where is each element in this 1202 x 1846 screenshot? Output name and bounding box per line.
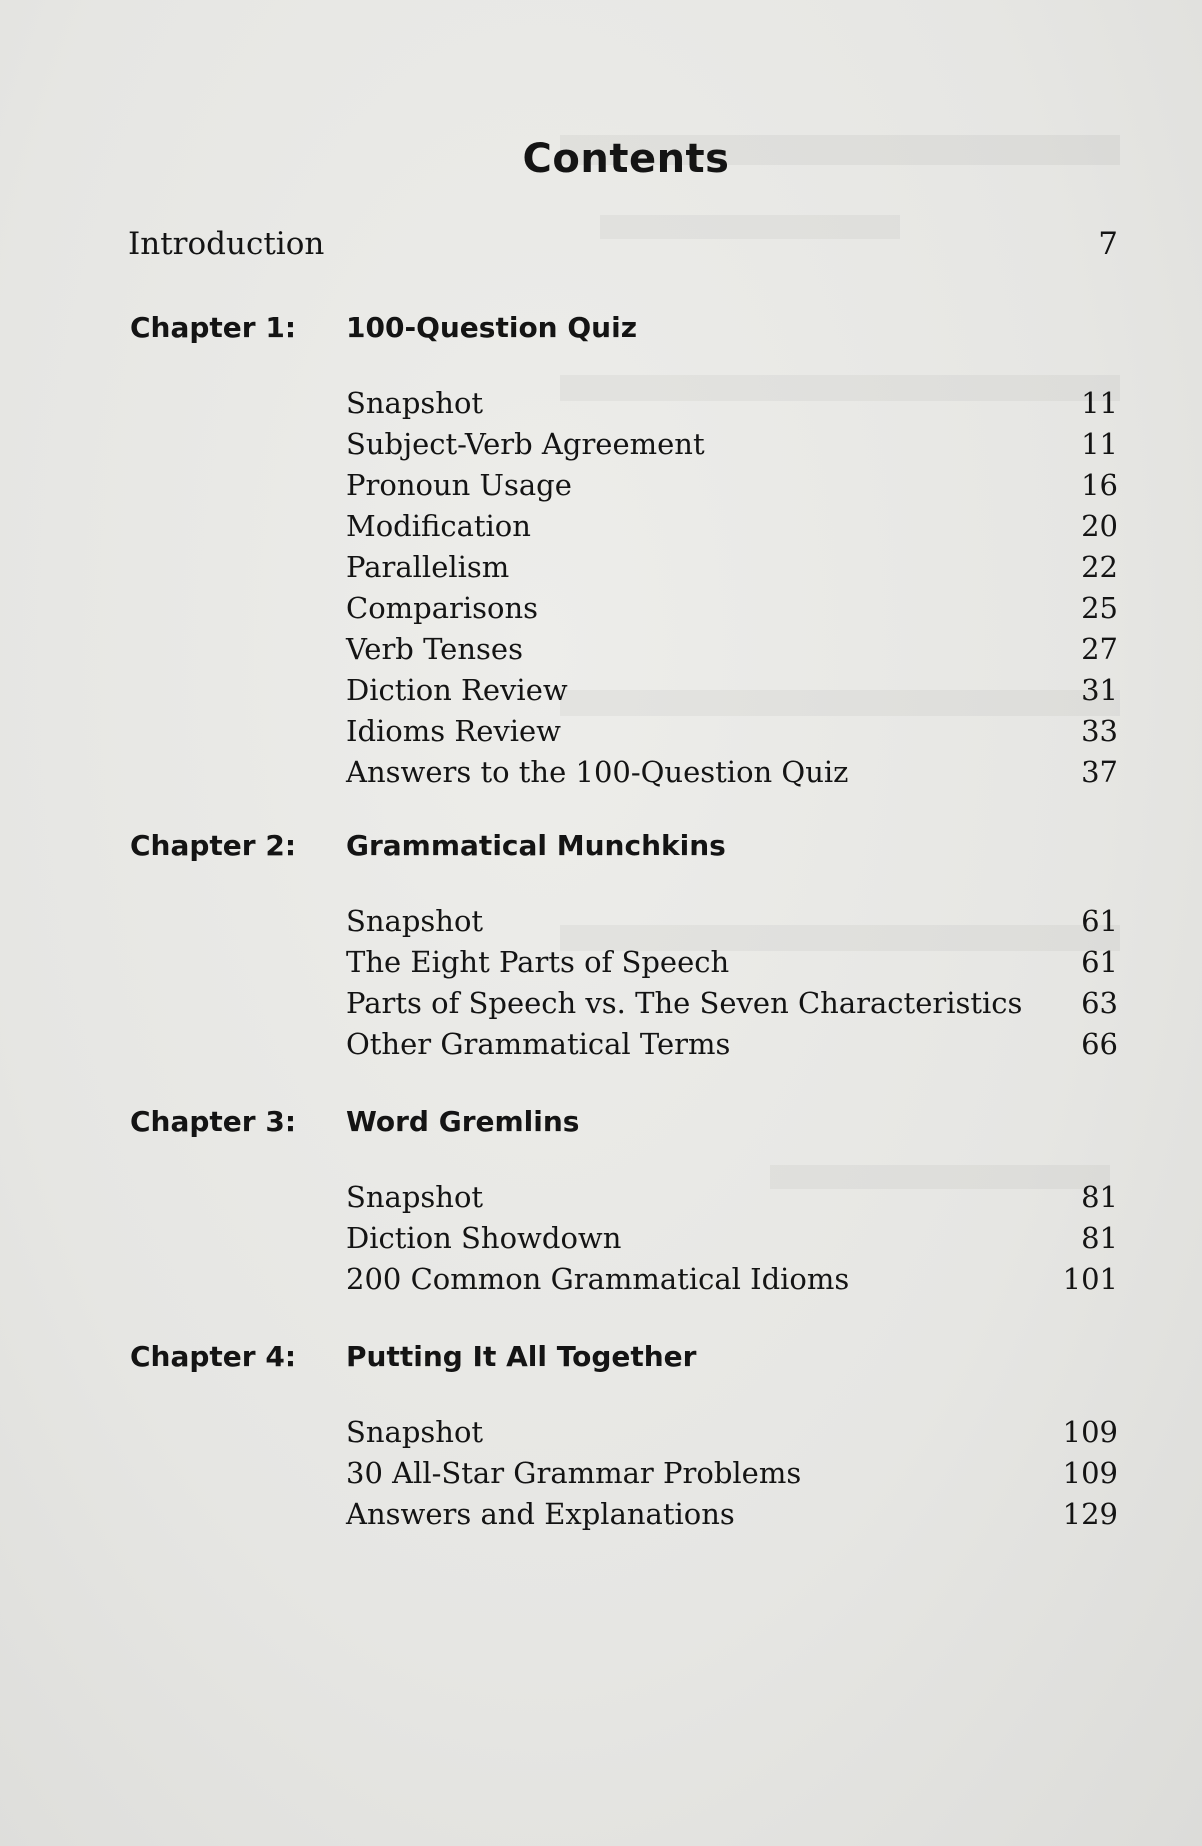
entry-page-number: 61 (1081, 904, 1118, 938)
entry-label: Snapshot (346, 1415, 484, 1449)
entry-page-number: 20 (1081, 509, 1118, 543)
entry-page-number: 66 (1081, 1027, 1118, 1061)
entry-label: Parallelism (346, 550, 510, 584)
entry-label: Idioms Review (346, 714, 561, 748)
toc-entry (346, 1177, 1118, 1218)
entry-label: 200 Common Grammatical Idioms (346, 1262, 850, 1296)
entry-label: Parts of Speech vs. The Seven Characteristics (346, 986, 1023, 1020)
toc-entry (346, 1412, 1118, 1453)
toc-entry (346, 983, 1118, 1024)
toc-entry (346, 1259, 1118, 1300)
entry-label: Snapshot (346, 1180, 484, 1214)
entry-page-number: 31 (1081, 673, 1118, 707)
toc-entry (346, 752, 1118, 793)
chapter-title: Grammatical Munchkins (346, 829, 726, 862)
entry-page-number: 11 (1081, 427, 1118, 461)
toc-entry (346, 901, 1118, 942)
entry-page-number: 16 (1081, 468, 1118, 502)
chapter-entries (346, 1177, 1118, 1300)
entry-label: Modification (346, 509, 531, 543)
entry-page-number: 109 (1062, 1415, 1118, 1449)
entry-page-number: 109 (1062, 1456, 1118, 1490)
entry-page-number: 37 (1081, 755, 1118, 789)
toc-entry (346, 711, 1118, 752)
entry-label: Diction Showdown (346, 1221, 622, 1255)
entry-label: Answers to the 100-Question Quiz (346, 755, 849, 789)
entry-page-number: 22 (1081, 550, 1118, 584)
toc-entry (346, 1218, 1118, 1259)
entry-label: 30 All-Star Grammar Problems (346, 1456, 802, 1490)
introduction-page-number: 7 (1098, 226, 1118, 262)
entry-label: Diction Review (346, 673, 568, 707)
toc-entry (346, 547, 1118, 588)
entry-page-number: 11 (1081, 386, 1118, 420)
chapter-entries (346, 383, 1118, 793)
entry-page-number: 101 (1062, 1262, 1118, 1296)
introduction-label: Introduction (128, 226, 325, 262)
chapter-title: 100-Question Quiz (346, 311, 637, 344)
entry-page-number: 81 (1081, 1221, 1118, 1255)
toc-entry (346, 424, 1118, 465)
entry-label: Subject-Verb Agreement (346, 427, 705, 461)
entry-label: Verb Tenses (346, 632, 523, 666)
toc-entry (346, 465, 1118, 506)
chapter-title: Putting It All Together (346, 1340, 697, 1373)
toc-entry (346, 1453, 1118, 1494)
entry-page-number: 61 (1081, 945, 1118, 979)
entry-label: Snapshot (346, 904, 484, 938)
toc-entry (346, 1494, 1118, 1535)
toc-entry (346, 670, 1118, 711)
chapter-entries (346, 901, 1118, 1065)
entry-label: Other Grammatical Terms (346, 1027, 731, 1061)
entry-page-number: 81 (1081, 1180, 1118, 1214)
toc-entry (346, 506, 1118, 547)
entry-label: Snapshot (346, 386, 484, 420)
chapter-entries (346, 1412, 1118, 1535)
entry-page-number: 63 (1081, 986, 1118, 1020)
toc-entry (346, 942, 1118, 983)
entry-label: The Eight Parts of Speech (346, 945, 730, 979)
entry-label: Comparisons (346, 591, 539, 625)
entry-label: Answers and Explanations (346, 1497, 735, 1531)
introduction-entry (128, 226, 1118, 266)
chapter-number: Chapter 4: (130, 1340, 297, 1373)
chapter-title: Word Gremlins (346, 1105, 580, 1138)
contents-heading: Contents (522, 136, 730, 182)
chapter-number: Chapter 1: (130, 311, 297, 344)
toc-entry (346, 383, 1118, 424)
toc-entry (346, 629, 1118, 670)
toc-entry (346, 1024, 1118, 1065)
entry-page-number: 129 (1062, 1497, 1118, 1531)
chapter-number: Chapter 2: (130, 829, 297, 862)
entry-label: Pronoun Usage (346, 468, 572, 502)
entry-page-number: 27 (1081, 632, 1118, 666)
entry-page-number: 33 (1081, 714, 1118, 748)
toc-entry (346, 588, 1118, 629)
entry-page-number: 25 (1081, 591, 1118, 625)
chapter-number: Chapter 3: (130, 1105, 297, 1138)
